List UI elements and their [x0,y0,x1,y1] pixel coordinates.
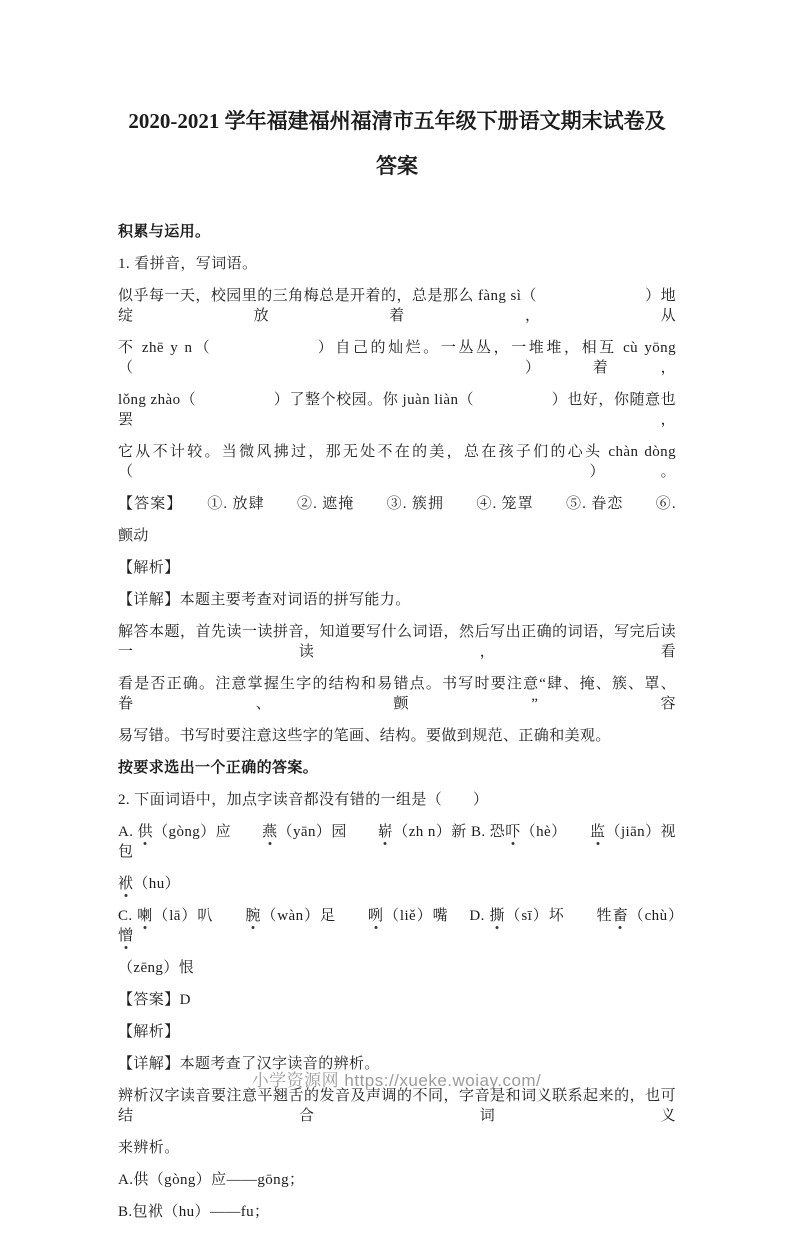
passage-line-1 [118,286,676,326]
emphasis-dotted-char: 燕 [262,824,278,840]
emphasis-dotted-char: 憎 [118,928,134,944]
emphasis-dotted-char: 袱 [118,876,134,892]
detail-1-line-1 [118,590,676,610]
text-segment: 似乎每一天，校园里的三角梅总是开着的，总是那么 fàng sì（ ）地绽放着，从 [118,288,676,324]
emphasis-dotted-char: 喇 [137,908,153,924]
text-segment: 【解析】 [118,560,180,576]
passage-line-4 [118,442,676,482]
text-segment: 它从不计较。当微风拂过，那无处不在的美，总在孩子们的心头 chàn dòng（ ）。 [118,444,676,480]
analysis-2-label [118,1022,676,1042]
emphasis-dotted-char: 撕 [489,908,505,924]
question-2-options-cd [118,906,707,946]
text-segment: 【详解】本题主要考查对词语的拼写能力。 [118,592,411,608]
question-2-label [118,790,676,810]
answer-1-continuation [118,526,676,546]
text-segment: （wàn）足 [260,908,368,924]
emphasis-dotted-char: 畜 [612,908,629,924]
text-segment: （liě）嘴 D. [383,908,490,924]
section-heading-choose [118,758,676,778]
text-segment: B.包袱（hu）——fu； [118,1204,270,1220]
passage-line-3 [118,390,676,430]
text-segment: 【答案】D [118,992,191,1008]
detail-2-option-a [118,1170,676,1190]
text-segment: （jiān）视 包 [118,824,707,860]
text-segment: 【答案】 ①. 放肆 ②. 遮掩 ③. 簇拥 ④. 笼罩 ⑤. 眷恋 ⑥. [118,496,676,512]
text-segment: 【详解】本题考查了汉字读音的辨析。 [118,1056,380,1072]
question-2-options-cd-continuation [118,958,676,978]
emphasis-dotted-char: 吓 [505,824,521,840]
detail-2-line-3 [118,1138,676,1158]
text-segment: A.供（gòng）应——gōng； [118,1172,305,1188]
text-segment: （zh n）新 B. 恐 [393,824,506,840]
text-segment: （zēng）恨 [118,960,195,976]
text-segment: A. [118,824,138,840]
text-segment: 积累与运用。 [118,224,211,240]
document-content [118,99,707,1234]
text-segment: 易写错。书写时要注意这些字的笔画、结构。要做到规范、正确和美观。 [118,728,611,744]
text-segment: （hu） [133,876,181,892]
passage-line-2 [118,338,676,378]
detail-2-line-2 [118,1086,676,1126]
text-segment: （chù） [628,908,707,924]
text-segment: 2. 下面词语中，加点字读音都没有错的一组是（ ） [118,792,489,808]
text-segment: C. [118,908,138,924]
page-title [118,99,676,189]
detail-2-option-b [118,1202,676,1222]
detail-1-line-3 [118,674,676,714]
text-segment: （gòng）应 [153,824,263,840]
emphasis-dotted-char: 供 [137,824,154,840]
text-segment: 解答本题，首先读一读拼音，知道要写什么词语，然后写出正确的词语，写完后读一读，看 [118,624,676,660]
question-2-options-ab [118,822,707,862]
text-segment: 辨析汉字读音要注意平翘舌的发音及声调的不同，字音是和词义联系起来的，也可结合词义 [118,1088,676,1124]
question-2-options-ab-continuation [118,874,676,894]
text-segment: 按要求选出一个正确的答案。 [118,760,319,776]
emphasis-dotted-char: 腕 [245,908,261,924]
text-segment: （hè） [520,824,591,840]
footer-watermark: 小学资源网 https://xueke.woiay.com/ [251,1071,542,1090]
question-1-label [118,254,676,274]
text-segment: 1. 看拼音，写词语。 [118,256,258,272]
text-segment: 不 zhē y n（ ）自己的灿烂。一丛丛，一堆堆，相互 cù yōng（ ）着， [118,340,676,376]
section-heading-accumulation [118,222,676,242]
text-segment: lǒng zhào（ ）了整个校园。你 juàn liàn（ ）也好，你随意也罢， [118,392,676,428]
text-segment: 【解析】 [118,1024,180,1040]
emphasis-dotted-char: 崭 [377,824,394,840]
detail-1-line-2 [118,622,676,662]
analysis-1-label [118,558,676,578]
title-line-2: 答案 [376,154,418,178]
text-segment: 颤动 [118,528,149,544]
text-segment: （lā）叭 [152,908,246,924]
text-segment: 看是否正确。注意掌握生字的结构和易错点。书写时要注意“肆、掩、簇、罩、眷、颤”容 [118,676,676,712]
text-segment: （sī）坏 牲 [504,908,613,924]
answer-1-line [118,494,676,514]
emphasis-dotted-char: 咧 [367,908,384,924]
answer-2-line [118,990,676,1010]
title-line-1: 2020-2021 学年福建福州福清市五年级下册语文期末试卷及 [128,109,666,133]
text-segment: 来辨析。 [118,1140,180,1156]
emphasis-dotted-char: 监 [590,824,606,840]
detail-1-line-4 [118,726,676,746]
text-segment: （yān）园 [277,824,378,840]
